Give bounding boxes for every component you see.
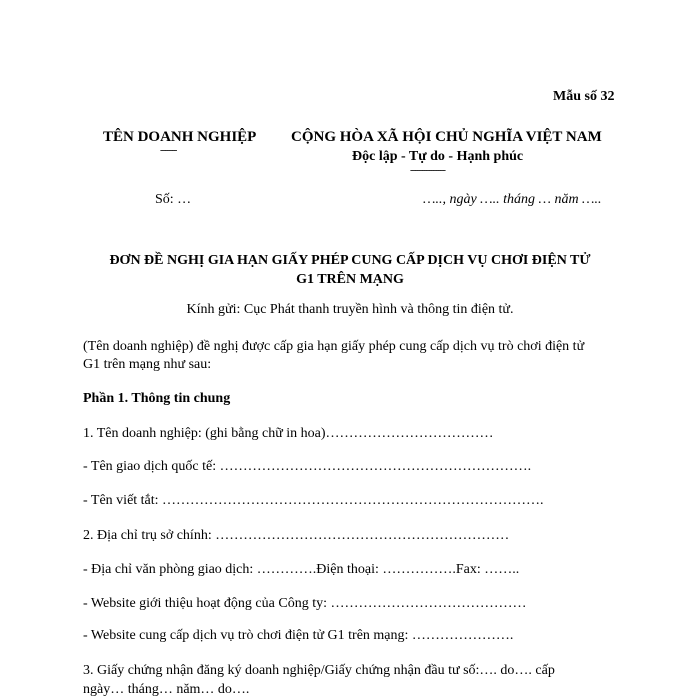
field-game-service-website: - Website cung cấp dịch vụ trò chơi điện tử G1 trên mạng: …………………. (83, 628, 514, 643)
field-company-website: - Website giới thiệu hoạt động của Công ty: …………………………………… (83, 596, 527, 611)
company-name-rule: ------- (160, 145, 177, 156)
document-title (40, 251, 660, 289)
field-headquarters-address: 2. Địa chỉ trụ sở chính: ……………………………………………………… (83, 528, 510, 543)
motto-rule: --------------- (410, 165, 445, 176)
company-name: TÊN DOANH NGHIỆP (103, 129, 257, 145)
field-abbreviation: - Tên viết tắt: ………………………………………………………………………. (83, 493, 544, 508)
section-1-heading: Phần 1. Thông tin chung (83, 391, 231, 406)
field-company-name: 1. Tên doanh nghiệp: (ghi bằng chữ in hoa)……………………………… (83, 426, 494, 441)
document-number: Số: … (155, 192, 192, 207)
date-line: ….., ngày ….. tháng … năm ….. (423, 192, 602, 207)
field-international-name: - Tên giao dịch quốc tế: …………………………………………………………. (83, 459, 532, 474)
document-title-line-2: G1 TRÊN MẠNG (296, 272, 404, 287)
field-business-registration-cont: ngày… tháng… năm… do…. (83, 682, 250, 697)
field-office-contact: - Địa chỉ văn phòng giao dịch: ………….Điện thoại: …………….Fax: …….. (83, 562, 520, 577)
document-title-line-1: ĐƠN ĐỀ NGHỊ GIA HẠN GIẤY PHÉP CUNG CẤP DỊCH VỤ CHƠI ĐIỆN TỬ (109, 253, 591, 268)
intro-paragraph-line-2: G1 trên mạng như sau: (83, 357, 212, 372)
recipient-line: Kính gửi: Cục Phát thanh truyền hình và thông tin điện tử. (186, 302, 514, 317)
country-name: CỘNG HÒA XÃ HỘI CHỦ NGHĨA VIỆT NAM (291, 129, 602, 145)
motto: Độc lập - Tự do - Hạnh phúc (352, 149, 524, 164)
intro-paragraph-line-1: (Tên doanh nghiệp) đề nghị được cấp gia hạn giấy phép cung cấp dịch vụ trò chơi điện tử (83, 339, 585, 354)
form-number: Mẫu số 32 (553, 89, 615, 104)
field-business-registration: 3. Giấy chứng nhận đăng ký doanh nghiệp/Giấy chứng nhận đầu tư số:…. do…. cấp (83, 663, 555, 678)
